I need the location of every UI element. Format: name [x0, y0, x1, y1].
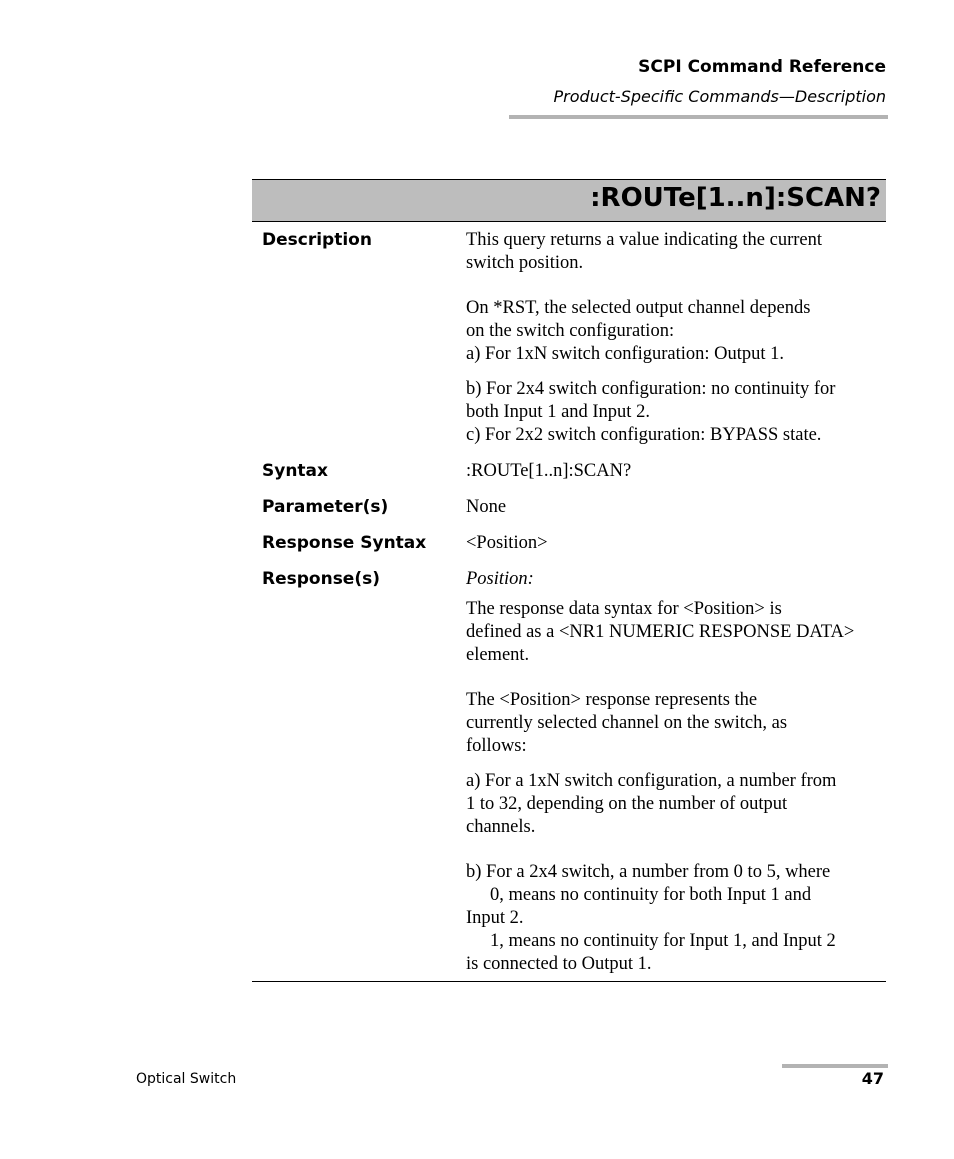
responses-label: Response(s)	[262, 569, 380, 589]
responses-line: The <Position> response represents the	[466, 690, 758, 710]
description-line: This query returns a value indicating the current	[466, 230, 822, 250]
responses-text	[466, 598, 886, 667]
description-line: c) For 2x2 switch configuration: BYPASS state.	[466, 425, 822, 445]
command-title-bar	[252, 179, 886, 222]
description-line: a) For 1xN switch configuration: Output 1.	[466, 344, 785, 364]
responses-param-name: Position:	[466, 569, 534, 589]
parameters-label: Parameter(s)	[262, 497, 389, 517]
responses-line: 1 to 32, depending on the number of output	[466, 794, 788, 814]
running-header-title: SCPI Command Reference	[638, 57, 886, 77]
syntax-value: :ROUTe[1..n]:SCAN?	[466, 461, 632, 481]
responses-line: channels.	[466, 817, 536, 837]
running-header-subtitle: Product-Specific Commands—Description	[553, 87, 886, 106]
responses-line: Input 2.	[466, 908, 524, 928]
parameters-value: None	[466, 497, 507, 517]
description-line: both Input 1 and Input 2.	[466, 402, 650, 422]
description-line: On *RST, the selected output channel depends	[466, 298, 811, 318]
footer-product-name: Optical Switch	[136, 1071, 237, 1087]
response-syntax-value: <Position>	[466, 533, 548, 553]
description-text	[466, 229, 886, 275]
description-line: switch position.	[466, 253, 584, 273]
command-title: :ROUTe[1..n]:SCAN?	[590, 183, 881, 213]
responses-line: follows:	[466, 736, 527, 756]
responses-line: 1, means no continuity for Input 1, and Input 2	[490, 931, 836, 951]
description-label: Description	[262, 230, 372, 250]
response-syntax-label: Response Syntax	[262, 533, 427, 553]
responses-line: b) For a 2x4 switch, a number from 0 to 5, where	[466, 862, 831, 882]
description-line: on the switch configuration:	[466, 321, 675, 341]
responses-line: currently selected channel on the switch, as	[466, 713, 788, 733]
responses-line: 0, means no continuity for both Input 1 and	[490, 885, 812, 905]
header-rule	[509, 115, 888, 119]
responses-line: is connected to Output 1.	[466, 954, 652, 974]
description-text	[466, 297, 886, 366]
responses-text	[466, 689, 886, 758]
responses-text	[466, 861, 886, 976]
responses-line: element.	[466, 645, 530, 665]
page-number: 47	[861, 1069, 884, 1088]
footer-rule	[782, 1064, 888, 1068]
table-bottom-rule	[252, 981, 886, 982]
responses-line: The response data syntax for <Position> is	[466, 599, 782, 619]
responses-line: defined as a <NR1 NUMERIC RESPONSE DATA>	[466, 622, 855, 642]
responses-line: a) For a 1xN switch configuration, a number from	[466, 771, 837, 791]
responses-text	[466, 770, 886, 839]
description-text	[466, 378, 886, 447]
description-line: b) For 2x4 switch configuration: no continuity for	[466, 379, 836, 399]
syntax-label: Syntax	[262, 461, 328, 481]
